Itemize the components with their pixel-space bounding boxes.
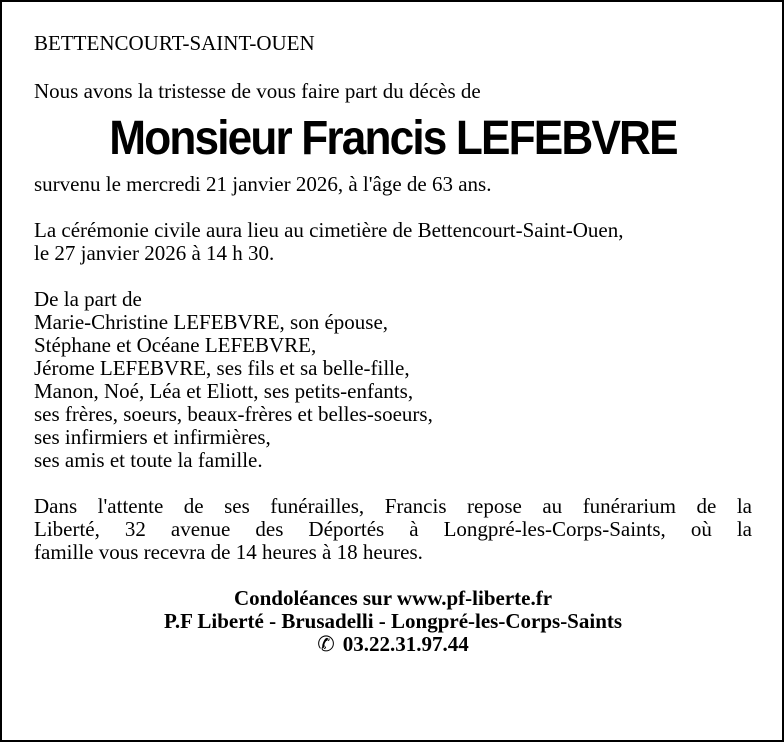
family-member: Jérome LEFEBVRE, ses fils et sa belle-fille, — [34, 356, 410, 380]
ceremony-line: le 27 janvier 2026 à 14 h 30. — [34, 241, 275, 265]
rest-block — [34, 495, 752, 564]
phone-icon: ✆ — [317, 632, 335, 656]
family-block — [34, 288, 752, 472]
family-member: ses infirmiers et infirmières, — [34, 425, 271, 449]
deceased-name: Monsieur Francis LEFEBVRE — [109, 112, 677, 165]
family-member: ses amis et toute la famille. — [34, 448, 263, 472]
family-intro: De la part de — [34, 287, 142, 311]
funeral-home: P.F Liberté - Brusadelli - Longpré-les-Corps-Saints — [163, 609, 623, 633]
footer — [34, 587, 752, 656]
ceremony-block — [34, 219, 752, 265]
rest-line: Liberté, 32 avenue des Déportés à Longpré-les-Corps-Saints, où la — [34, 517, 752, 541]
rest-line: famille vous recevra de 14 heures à 18 heures. — [34, 540, 423, 564]
phone-line — [34, 633, 752, 656]
phone-number: 03.22.31.97.44 — [342, 632, 469, 656]
intro-text: Nous avons la tristesse de vous faire part du décès de — [34, 79, 481, 103]
condolences-text: Condoléances sur www.pf-liberte.fr — [233, 586, 553, 610]
family-member: Stéphane et Océane LEFEBVRE, — [34, 333, 317, 357]
ceremony-line: La cérémonie civile aura lieu au cimetière de Bettencourt-Saint-Ouen, — [34, 218, 624, 242]
family-member: Marie-Christine LEFEBVRE, son épouse, — [34, 310, 389, 334]
rest-line: Dans l'attente de ses funérailles, Francis repose au funérarium de la — [34, 494, 752, 518]
family-member: ses frères, soeurs, beaux-frères et belles-soeurs, — [34, 402, 433, 426]
family-member: Manon, Noé, Léa et Eliott, ses petits-enfants, — [34, 379, 414, 403]
deceased-detail: survenu le mercredi 21 janvier 2026, à l'âge de 63 ans. — [34, 172, 492, 196]
town-heading: BETTENCOURT-SAINT-OUEN — [34, 31, 315, 55]
